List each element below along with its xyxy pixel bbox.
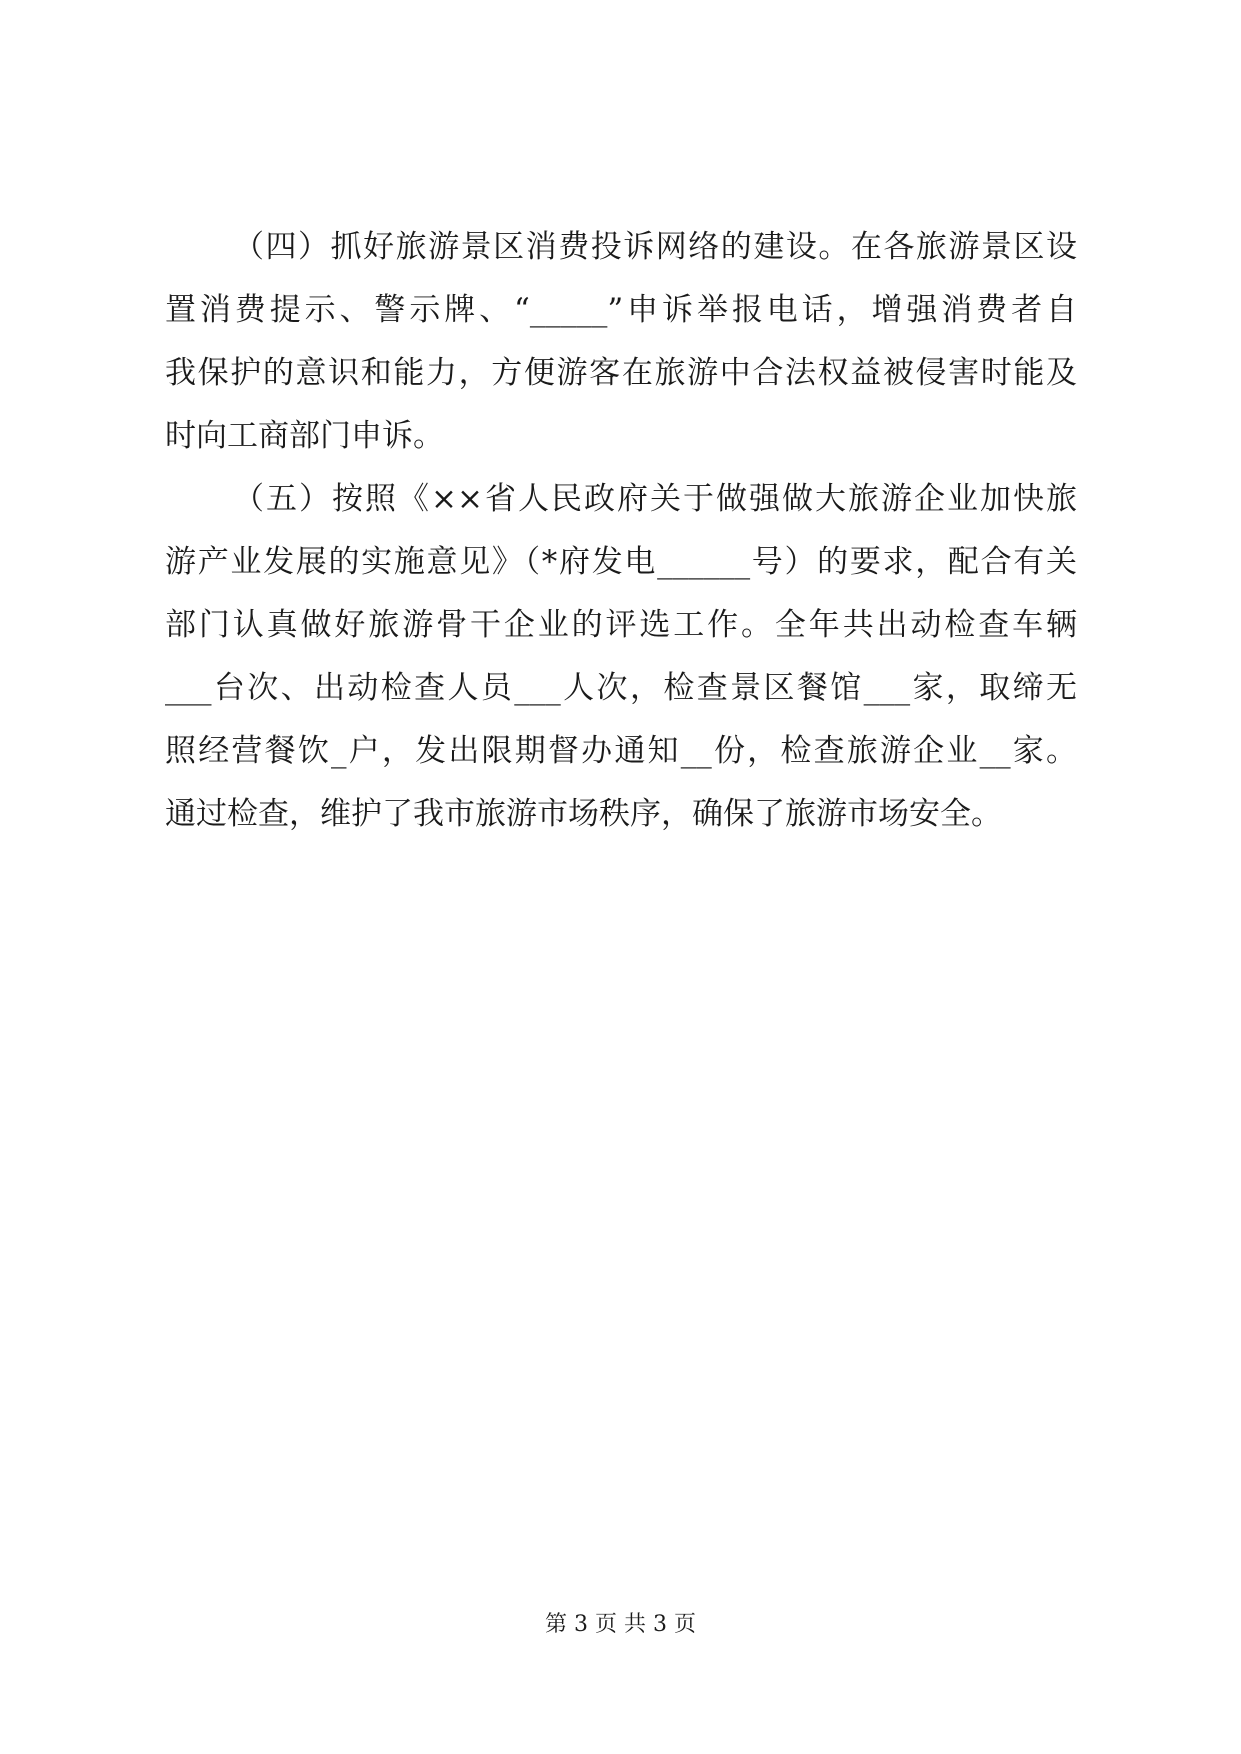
paragraph-line: 通过检查，维护了我市旅游市场秩序，确保了旅游市场安全。 (165, 796, 1002, 832)
paragraph-line: 部门认真做好旅游骨干企业的评选工作。全年共出动检查车辆 (165, 607, 1077, 643)
document-body (165, 230, 1077, 860)
paragraph-line: 照经营餐饮_户，发出限期督办通知__份，检查旅游企业__家。 (165, 733, 1077, 769)
paragraph-4 (165, 230, 1077, 453)
paragraph-line: ___台次、出动检查人员___人次，检查景区餐馆___家，取缔无 (165, 670, 1077, 706)
paragraph-5 (165, 482, 1077, 831)
paragraph-line: 我保护的意识和能力，方便游客在旅游中合法权益被侵害时能及 (165, 355, 1077, 391)
paragraph-line: （四）抓好旅游景区消费投诉网络的建设。在各旅游景区设 (233, 229, 1077, 265)
paragraph-line: 时向工商部门申诉。 (165, 418, 444, 454)
page-number-footer: 第 3 页 共 3 页 (545, 1612, 696, 1637)
paragraph-line: （五）按照《××省人民政府关于做强做大旅游企业加快旅 (233, 481, 1077, 517)
paragraph-line: 置消费提示、警示牌、“_____”申诉举报电话，增强消费者自 (165, 292, 1077, 328)
paragraph-line: 游产业发展的实施意见》（*府发电______号）的要求，配合有关 (165, 544, 1077, 580)
